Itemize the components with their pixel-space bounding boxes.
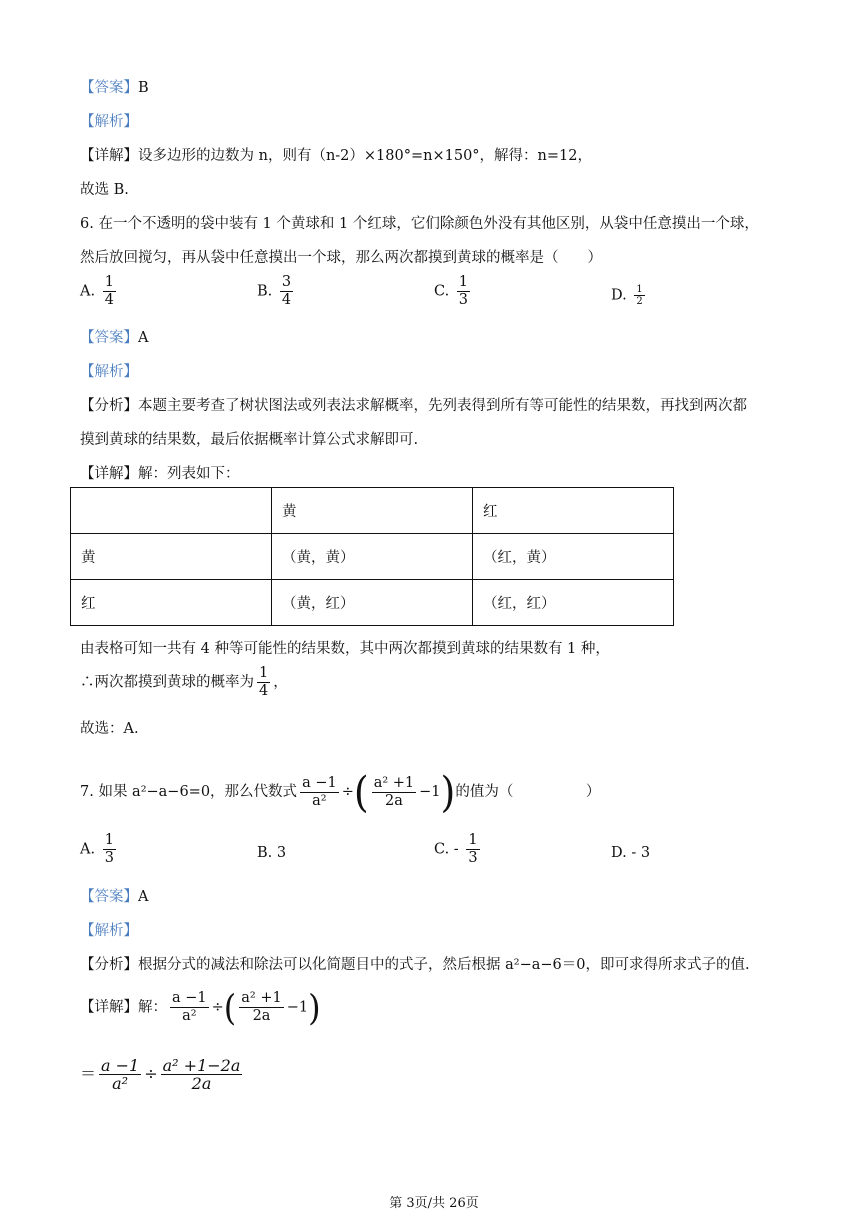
- q7-option-a: A. $\frac{1}{3}$: [80, 832, 114, 866]
- detail-tag: 【详解】: [80, 466, 138, 482]
- q6-option-b: B. $\frac{3}{4}$: [257, 274, 292, 308]
- table-cell: 黄: [272, 488, 473, 534]
- table-cell: 黄: [71, 534, 272, 580]
- fenxi-tag: 【分析】: [80, 398, 138, 414]
- fraction: $\frac{1}{4}$: [104, 274, 114, 308]
- answer-value: B: [138, 80, 149, 96]
- q6-option-a: A. $\frac{1}{4}$: [80, 274, 114, 308]
- q6-stem-line1: 6. 在一个不透明的袋中装有 1 个黄球和 1 个红球，它们除颜色外没有其他区别，从袋中任意摸出一个球，: [80, 216, 759, 232]
- q7-stem: 7. 如果 a²−a−6=0，那么代数式 $\frac{a -1}{\text{a²}}$ ÷( $\frac{\text{a² +1}}{2a}$ −1)的值为（ ）: [80, 767, 601, 817]
- q6-fenxi-line1: 【分析】本题主要考查了树状图法或列表法求解概率，先列表得到所有等可能性的结果数，再找到两次都: [80, 398, 747, 414]
- q6-detail-line: 【详解】解：列表如下：: [80, 466, 240, 482]
- answer-value: A: [138, 889, 149, 905]
- q5-analysis-tag: 【解析】: [80, 114, 138, 130]
- table-cell: （黄，黄）: [272, 534, 473, 580]
- detail-tag: 【详解】: [80, 999, 138, 1016]
- fraction: $\frac{a -1}{\text{a²}}$: [101, 1056, 140, 1093]
- table-cell: （红，黄）: [473, 534, 674, 580]
- answer-tag: 【答案】: [80, 330, 138, 346]
- q7-answer-line: [80, 885, 148, 906]
- table-cell: [71, 488, 272, 534]
- q7-option-c: C. - $\frac{1}{3}$: [434, 832, 478, 866]
- page-footer: 第 3页/共 26页: [389, 1196, 479, 1211]
- fraction: $\frac{1}{3}$: [104, 832, 114, 866]
- q7-analysis-tag: 【解析】: [80, 923, 138, 939]
- fraction: $\frac{1}{4}$: [259, 665, 269, 699]
- table-cell: （黄，红）: [272, 580, 473, 626]
- q7-option-d: D. - 3: [611, 845, 651, 861]
- q6-stem-line2: 然后放回搅匀，再从袋中任意摸出一个球，那么两次都摸到黄球的概率是（ ）: [80, 250, 602, 266]
- q6-therefore-line: ∴两次都摸到黄球的概率为 $\frac{1}{4}$ ，: [80, 665, 288, 699]
- q6-analysis-tag: 【解析】: [80, 364, 138, 380]
- fraction: $\frac{\text{a² +1}}{2a}$: [241, 990, 282, 1024]
- answer-tag: 【答案】: [80, 80, 138, 96]
- probability-table: [70, 487, 674, 626]
- right-paren: ): [308, 986, 321, 1029]
- q6-option-c: C. $\frac{1}{3}$: [434, 274, 469, 308]
- q5-conclusion: 故选 B.: [80, 182, 129, 198]
- fraction: $\frac{3}{4}$: [281, 274, 292, 308]
- table-row: [71, 534, 674, 580]
- q7-detail-line: 【详解】解： $\frac{a -1}{\text{a²}}$ ÷( $\frac{\text{a² +1}}{2a}$ −1): [80, 986, 321, 1029]
- detail-tag: 【详解】: [80, 148, 138, 164]
- fraction: $\frac{1}{3}$: [468, 832, 478, 866]
- fraction: $\frac{\text{a² +1−2a}}{2a}$: [162, 1056, 241, 1093]
- table-row: [71, 580, 674, 626]
- table-cell: 红: [71, 580, 272, 626]
- left-paren: (: [223, 986, 237, 1029]
- q6-after-table: 由表格可知一共有 4 种等可能性的结果数，其中两次都摸到黄球的结果数有 1 种，: [80, 641, 610, 657]
- fraction: $\frac{a -1}{\text{a²}}$: [172, 990, 207, 1024]
- q7-option-b: B. 3: [257, 845, 287, 861]
- q7-fenxi-line: 【分析】根据分式的减法和除法可以化简题目中的式子，然后根据 a²−a−6＝0，即可求得所求式子的值.: [80, 957, 750, 973]
- fenxi-tag: 【分析】: [80, 957, 138, 973]
- fraction: $\frac{\text{a² +1}}{2a}$: [373, 774, 415, 809]
- q5-detail-line: [80, 144, 592, 165]
- left-paren: (: [353, 767, 369, 817]
- q6-fenxi-line2: 摸到黄球的结果数，最后依据概率计算公式求解即可.: [80, 432, 419, 448]
- right-paren: ): [440, 767, 456, 817]
- q7-step-line: ＝ $\frac{a -1}{\text{a²}}$ ÷ $\frac{\text{a² +1−2a}}{2a}$: [80, 1056, 241, 1093]
- table-header-row: [71, 488, 674, 534]
- q5-answer-line: [80, 76, 149, 97]
- fraction: $\frac{1}{3}$: [458, 274, 469, 308]
- answer-tag: 【答案】: [80, 889, 138, 905]
- detail-text: 设多边形的边数为 n，则有（n-2）×180°=n×150°，解得：n=12，: [138, 148, 592, 164]
- fraction: $\frac{1}{2}$: [636, 284, 643, 307]
- q6-option-d: D. $\frac{1}{2}$: [611, 284, 643, 307]
- table-cell: 红: [473, 488, 674, 534]
- q6-conclusion: 故选：A.: [80, 721, 139, 737]
- table-cell: （红，红）: [473, 580, 674, 626]
- q6-answer-line: [80, 326, 148, 347]
- fraction: $\frac{a -1}{\text{a²}}$: [302, 774, 337, 809]
- answer-value: A: [138, 330, 149, 346]
